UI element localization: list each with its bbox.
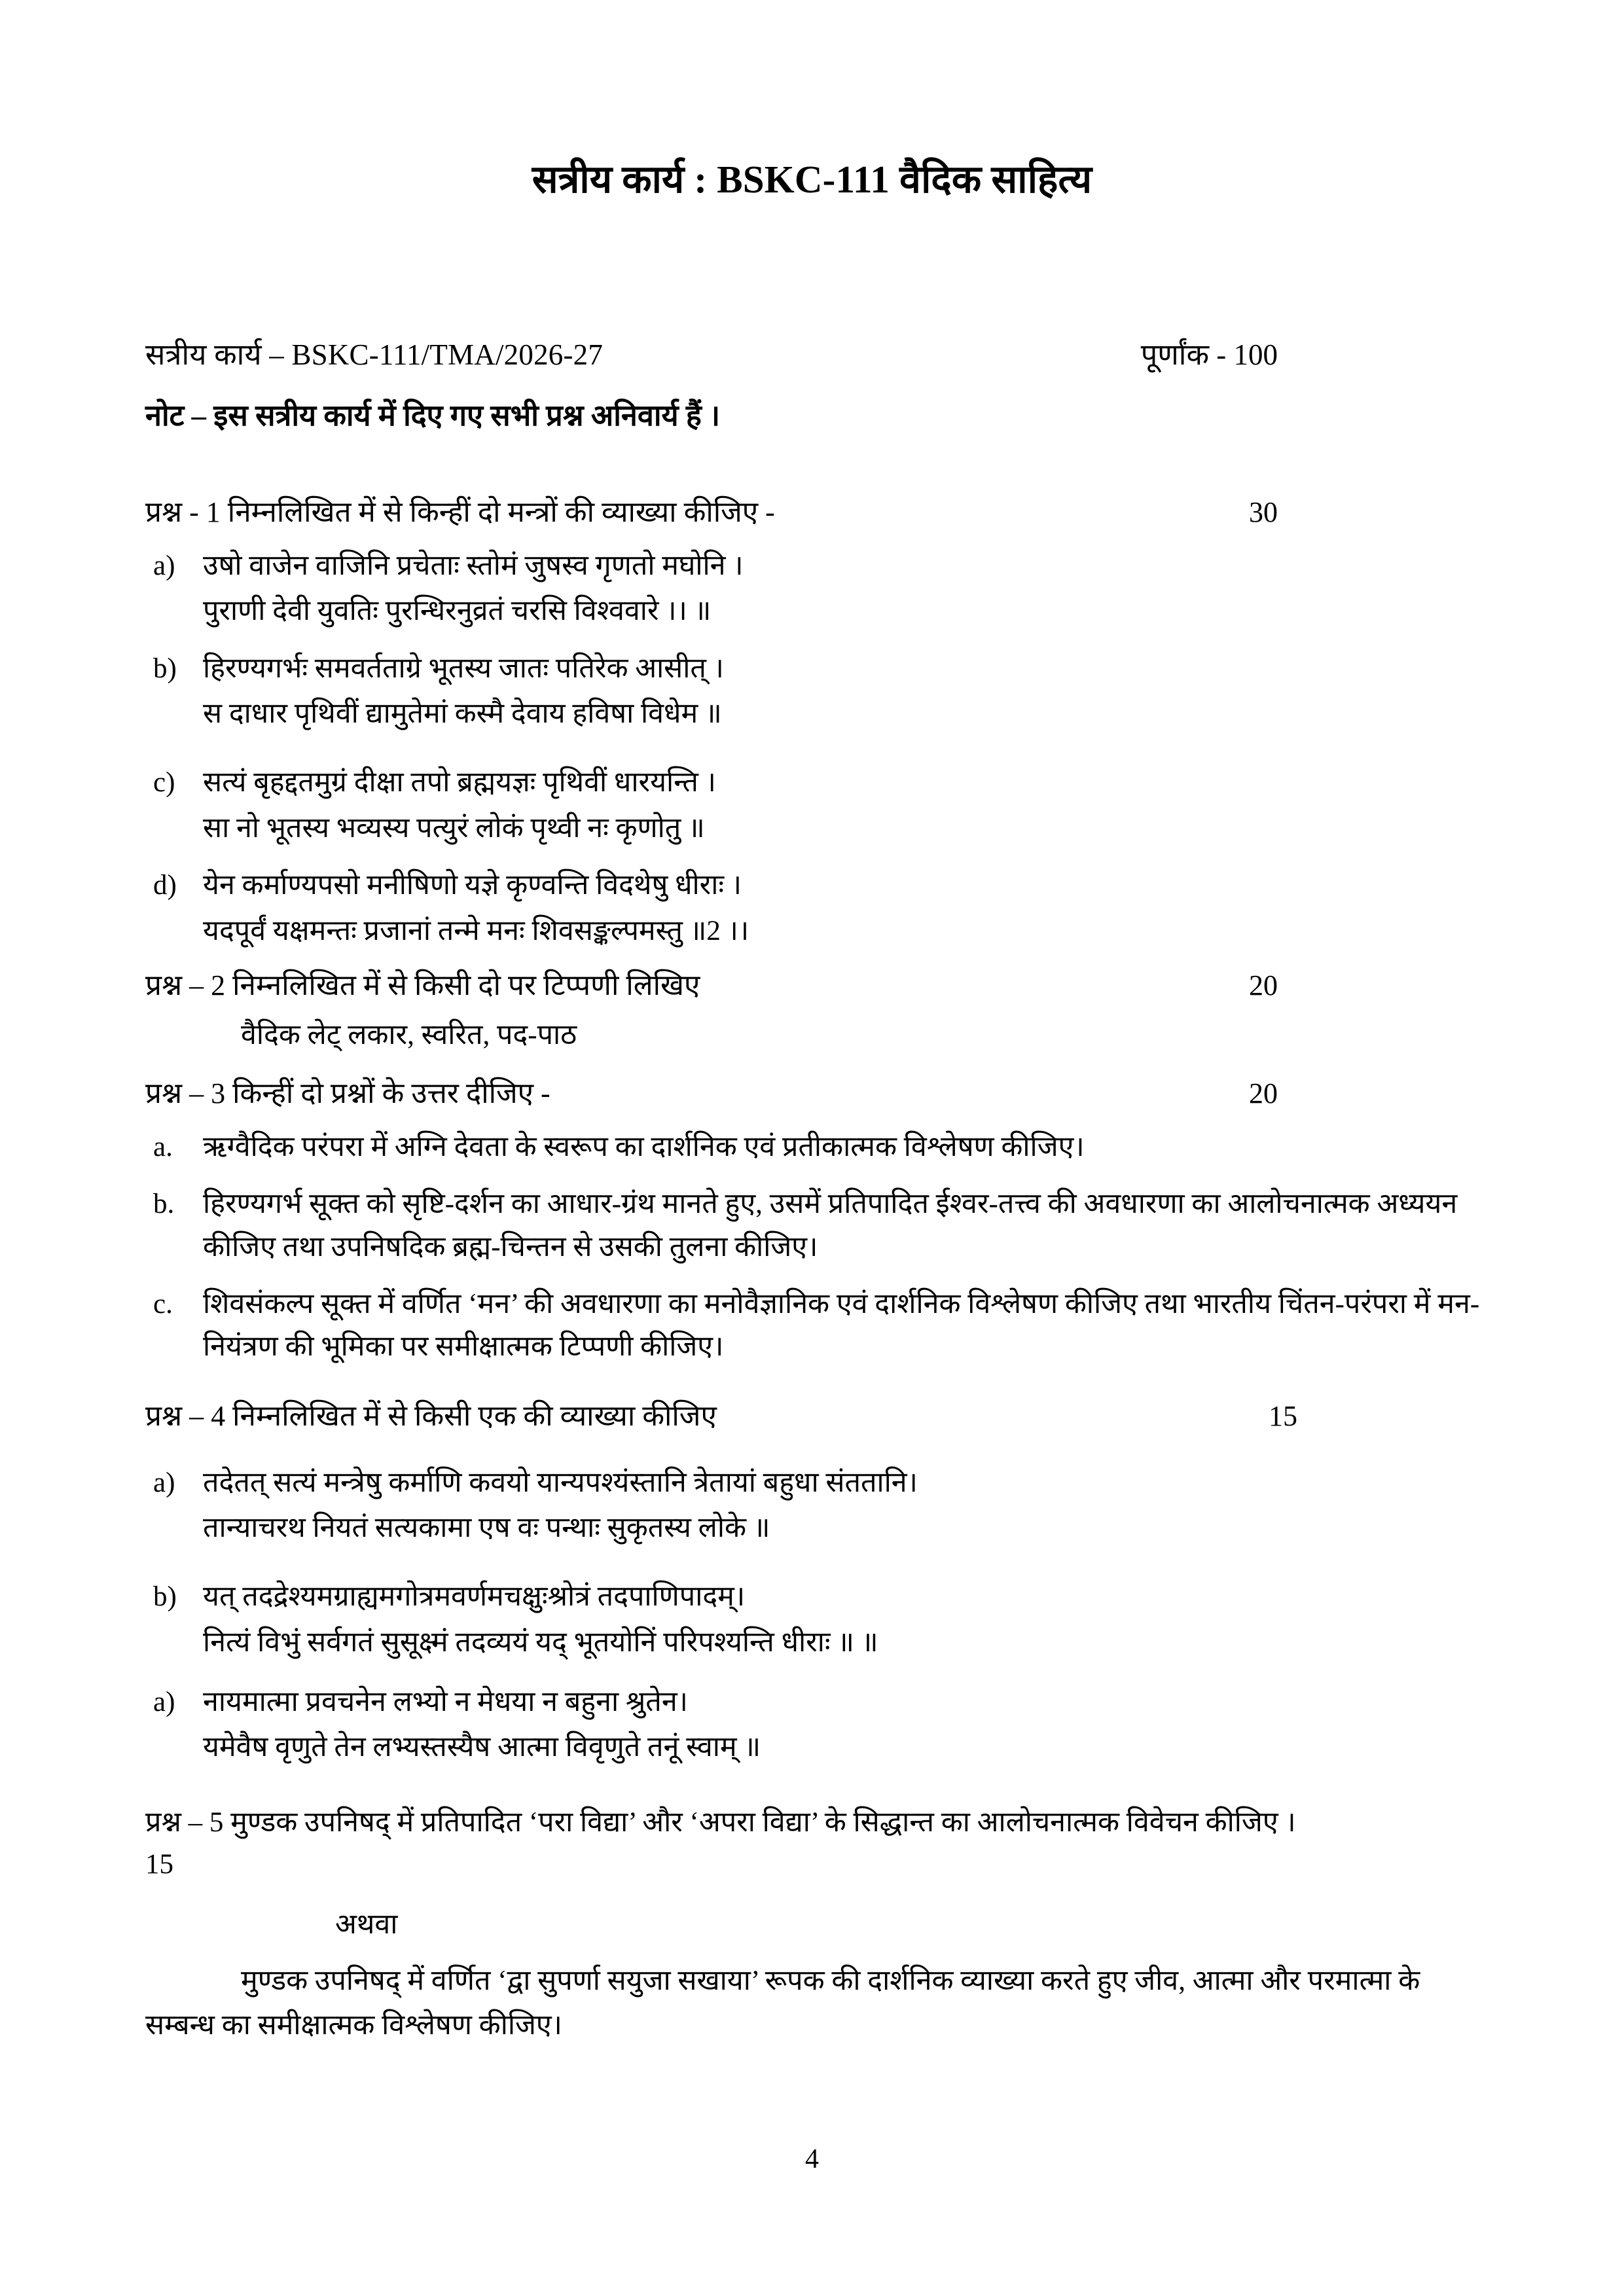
list-item [145, 1183, 1494, 1268]
question-1-marks: 30 [1249, 496, 1278, 528]
question-5-marks: 15 [145, 1849, 173, 1880]
list-item [145, 761, 1494, 850]
item-label: b) [153, 653, 177, 684]
list-item [145, 1575, 1494, 1664]
assignment-code: सत्रीय कार्य – BSKC-111/TMA/2026-27 [145, 338, 604, 371]
item-label: a) [153, 1467, 175, 1498]
question-1-heading: प्रश्न - 1 निम्नलिखित में से किन्हीं दो मन्त्रों की व्याख्या कीजिए - [145, 496, 775, 528]
item-line: नित्यं विभुं सर्वगतं सुसूक्ष्मं तदव्ययं यद् भूतयोनिं परिपश्यन्ति धीराः ॥ ॥ [203, 1626, 878, 1658]
item-line: उषो वाजेन वाजिनि प्रचेताः स्तोमं जुषस्व गृणतो मघोनि । [203, 550, 744, 581]
item-line: येन कर्माण्यपसो मनीषिणो यज्ञे कृण्वन्ति विदथेषु धीराः । [203, 870, 742, 901]
list-item [145, 864, 1494, 952]
question-3 [145, 1072, 1494, 1369]
item-line: ऋग्वैदिक परंपरा में अग्नि देवता के स्वरूप का दार्शनिक एवं प्रतीकात्मक विश्लेषण कीजिए। [203, 1131, 1085, 1162]
total-marks: पूर्णांक - 100 [1140, 338, 1278, 371]
question-4-marks: 15 [1269, 1399, 1297, 1432]
question-4-header [145, 1395, 1494, 1434]
item-label: b) [153, 1581, 177, 1613]
item-line: पुराणी देवी युवतिः पुरन्धिरनुव्रतं चरसि विश्ववारे ।। ॥ [203, 596, 712, 627]
item-label: a) [153, 1687, 175, 1718]
item-line: तदेतत् सत्यं मन्त्रेषु कर्माणि कवयो यान्यपश्यंस्तानि त्रेतायां बहुधा संततानि। [203, 1467, 918, 1498]
list-item [145, 545, 1494, 633]
assignment-header-row [145, 334, 1494, 374]
question-2-topics: वैदिक लेट् लकार, स्वरित, पद-पाठ [241, 1019, 577, 1050]
item-label: b. [153, 1189, 175, 1220]
page-title: सत्रीय कार्य : BSKC-111 वैदिक साहित्य [532, 158, 1092, 201]
item-label: d) [153, 870, 177, 901]
question-3-marks: 20 [1249, 1077, 1278, 1109]
list-item [145, 1283, 1494, 1369]
question-3-header [145, 1072, 1494, 1111]
item-label: a) [153, 550, 175, 581]
question-4 [145, 1395, 1494, 1769]
document-body [145, 334, 1494, 2048]
item-line: यदपूर्वं यक्षमन्तः प्रजानां तन्मे मनः शिवसङ्कल्पमस्तु ॥2 ।। [203, 915, 749, 946]
item-line: शिवसंकल्प सूक्त में वर्णित ‘मन’ की अवधारणा का मनोवैज्ञानिक एवं दार्शनिक विश्लेषण कीजिए तथा भारतीय चिंतन-परंपरा में मन-नियंत्रण की भूमिका पर समीक्षात्मक टिप्पणी कीजिए। [203, 1288, 1480, 1363]
list-item [145, 1462, 1494, 1550]
item-label: a. [153, 1131, 173, 1162]
question-5-or-label: अथवा [335, 1909, 398, 1940]
item-line: नायमात्मा प्रवचनेन लभ्यो न मेधया न बहुना श्रुतेन। [203, 1687, 688, 1718]
item-line: यत् तदद्रेश्यमग्राह्यमगोत्रमवर्णमचक्षुःश्रोत्रं तदपाणिपादम्। [203, 1581, 746, 1613]
list-item [145, 647, 1494, 736]
item-line: यमेवैष वृणुते तेन लभ्यस्तस्यैष आत्मा विवृणुते तनूं स्वाम् ॥ [203, 1732, 761, 1763]
question-2 [145, 964, 1494, 1052]
question-4-heading: प्रश्न – 4 निम्नलिखित में से किसी एक की व्याख्या कीजिए [145, 1399, 717, 1432]
item-line: सा नो भूतस्य भव्यस्य पत्युरं लोकं पृथ्वी नः कृणोतु ॥ [203, 812, 705, 844]
question-4-items [145, 1462, 1494, 1769]
item-line: तान्याचरथ नियतं सत्यकामा एष वः पन्थाः सुकृतस्य लोके ॥ [203, 1513, 770, 1544]
item-line: हिरण्यगर्भः समवर्तताग्रे भूतस्य जातः पतिरेक आसीत् । [203, 653, 724, 684]
item-label: c. [153, 1288, 173, 1319]
list-item [145, 1681, 1494, 1769]
page-number: 4 [805, 2144, 819, 2174]
question-5-alternative: मुण्डक उपनिषद् में वर्णित ‘द्वा सुपर्णा सयुजा सखाया’ रूपक की दार्शनिक व्याख्या करते हुए जीव, आत्मा और परमात्मा के सम्बन्ध का समीक्षात्मक विश्लेषण कीजिए। [145, 1965, 1420, 2041]
question-1 [145, 491, 1494, 952]
question-5-heading: प्रश्न – 5 मुण्डक उपनिषद् में प्रतिपादित ‘परा विद्या’ और ‘अपरा विद्या’ के सिद्धान्त का आलोचनात्मक विवेचन कीजिए । [145, 1806, 1296, 1838]
question-2-heading: प्रश्न – 2 निम्नलिखित में से किसी दो पर टिप्पणी लिखिए [145, 969, 700, 1001]
item-label: c) [153, 767, 175, 798]
question-1-header [145, 491, 1494, 530]
question-1-items [145, 545, 1494, 952]
list-item [145, 1126, 1494, 1168]
question-3-heading: प्रश्न – 3 किन्हीं दो प्रश्नों के उत्तर दीजिए - [145, 1077, 550, 1109]
question-5 [145, 1802, 1494, 2048]
question-3-items [145, 1126, 1494, 1369]
note-line: नोट – इस सत्रीय कार्य में दिए गए सभी प्रश्न अनिवार्य हैं । [145, 399, 721, 432]
item-line: हिरण्यगर्भ सूक्त को सृष्टि-दर्शन का आधार-ग्रंथ मानते हुए, उसमें प्रतिपादित ईश्वर-तत्त्व की अवधारणा का आलोचनात्मक अध्ययन कीजिए तथा उपनिषदिक ब्रह्म-चिन्तन से उसकी तुलना कीजिए। [203, 1189, 1458, 1263]
item-line: स दाधार पृथिवीं द्यामुतेमां कस्मै देवाय हविषा विधेम ॥ [203, 698, 722, 730]
item-line: सत्यं बृहद्दतमुग्रं दीक्षा तपो ब्रह्मयज्ञः पृथिवीं धारयन्ति । [203, 767, 716, 798]
question-2-header [145, 964, 1494, 1003]
question-2-marks: 20 [1249, 969, 1278, 1001]
